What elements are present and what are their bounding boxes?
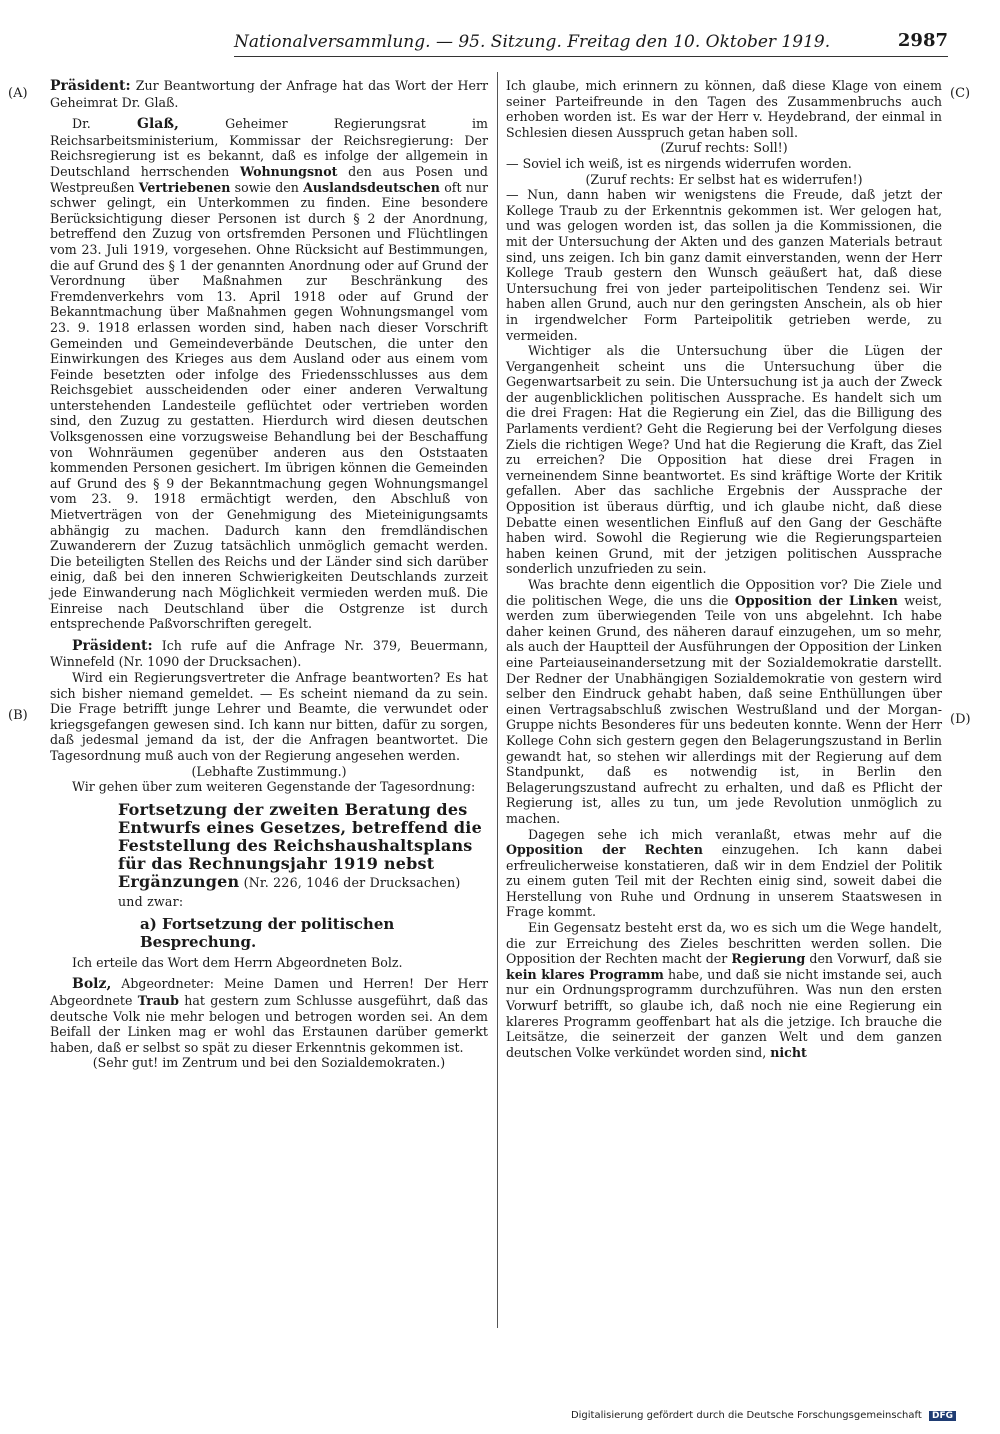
paragraph: Wichtiger als die Untersuchung über die Lügen der Vergangenheit scheint uns die Untersuchung über die Gegenwartsarbeit zu sein. Die Untersuchung ist ja auch der Zweck der augenblicklichen politischen Aussprache. Es handelt sich um die drei Fragen: Hat die Regierung ein Ziel, das die Billigung des Parlaments verdient? Geht die Regierung bei der Verfolgung dieses Ziels die richtigen Wege? Und hat die Regierung die Kraft, das Ziel zu erreichen? Die Opposition hat diese drei Fragen in verneinendem Sinne beantwortet. Es sind kräftige Worte der Kritik gefallen. Aber das sachliche Ergebnis der Aussprache der Opposition ist überaus dürftig, und ich glaube nicht, daß diese Debatte einen wesentlichen Einfluß auf den Gang der Geschäfte haben wird. Sowohl die Regierung wie die Regierungsparteien haben keinen Grund, mit der jetzigen politischen Aussprache sonderlich unzufrieden zu sein. [506, 343, 942, 577]
right-column [506, 78, 942, 1314]
page-header [234, 30, 948, 58]
speaker-name: Bolz, [72, 976, 112, 993]
speaker-name: Präsident: [50, 78, 131, 94]
paragraph: Was brachte denn eigentlich die Opposition vor? Die Ziele und die politischen Wege, die uns die Opposition der Linken weist, werden zum überwiegenden Teile von uns abgelehnt. Ich habe daher keinen Grund, des näheren darauf einzugehen, um so mehr, als auch der Hauptteil der Ausführungen der Opposition der Linken eine Parteiauseinandersetzung mit der Sozialdemokratie darstellt. Der Redner der Unabhängigen Sozialdemokratie von gestern wird selber den Eindruck gehabt haben, daß seine Enthüllungen über einen Vertragsabschluß zwischen Westrußland und der Morgan-Gruppe nichts Besonderes für uns bedeuten konnte. Wenn der Herr Kollege Cohn sich gestern gegen den Belagerungszustand in Berlin gewandt hat, so stehen wir allerdings mit der Regierung auf dem Standpunkt, daß es notwendig ist, in Berlin den Belagerungszustand aufrecht zu erhalten, und daß es Pflicht der Regierung ist, alles zu tun, um jede Revolution unmöglich zu machen. [506, 577, 942, 826]
speaker-name: Präsident: [72, 637, 153, 654]
margin-mark-a: (A) [8, 86, 28, 101]
margin-mark-b: (B) [8, 708, 28, 723]
margin-mark-d: (D) [950, 712, 971, 727]
interjection: (Zuruf rechts: Soll!) [660, 140, 788, 156]
header-title: Nationalversammlung. — 95. Sitzung. Freitag den 10. Oktober 1919. [234, 32, 831, 52]
paragraph: Präsident: Ich rufe auf die Anfrage Nr. 379, Beuermann, Winnefeld (Nr. 1090 der Drucksachen). [50, 637, 488, 670]
interjection: (Zuruf rechts: Er selbst hat es widerrufen!) [585, 171, 863, 187]
digitization-credit [571, 1410, 956, 1421]
interjection: (Sehr gut! im Zentrum und bei den Sozialdemokraten.) [92, 1055, 446, 1071]
column-divider [497, 72, 498, 1328]
paragraph: Wir gehen über zum weiteren Gegenstande der Tagesordnung: [72, 779, 476, 795]
paragraph: Ich glaube, mich erinnern zu können, daß diese Klage von einem seiner Parteifreunde in den Tagen des Zusammenbruchs auch erhoben worden ist. Es war der Herr v. Heydebrand, der einmal in Schlesien diesen Ausspruch getan haben soll. [506, 78, 942, 140]
paragraph: Wird ein Regierungsvertreter die Anfrage beantworten? Es hat sich bisher niemand gemeldet. — Es scheint niemand da zu sein. Die Frage betrifft junge Lehrer und Beamte, die verwundet oder kriegsgefangen gewesen sind. Ich kann nur bitten, dafür zu sorgen, daß jedesmal jemand da ist, der die Anfragen beantwortet. Die Tagesordnung muß auch von der Regierung angesehen werden. [50, 669, 488, 763]
interjection: (Lebhafte Zustimmung.) [191, 763, 347, 779]
paragraph: — Nun, dann haben wir wenigstens die Freude, daß jetzt der Kollege Traub zu der Erkenntnis gekommen ist. Wer gelogen hat, und was gelogen worden ist, das sollen ja die Kommissionen, die mit der Untersuchung der Akten und des ganzen Materials betraut sind, uns zeigen. Ich bin ganz damit einverstanden, wenn der Herr Kollege Traub gestern den Wunsch geäußert hat, daß diese Untersuchung frei von jeder parteipolitischen Tendenz sei. Wir haben allen Grund, auch nur den geringsten Anschein, als ob hier in irgendwelcher Form Parteipolitik getrieben werde, zu vermeiden. [506, 187, 942, 343]
agenda-heading: Fortsetzung der zweiten Beratung des Entwurfs eines Gesetzes, betreffend die Feststellung des Reichshaushaltsplans für das Rechnungsjahr 1919 nebst Ergänzungen (Nr. 226, 1046 der Drucksachen) und zwar: [118, 799, 482, 909]
credit-text: Digitalisierung gefördert durch die Deutsche Forschungsgemeinschaft [570, 1410, 922, 1421]
left-column [50, 78, 488, 1314]
page-number: 2987 [897, 30, 948, 51]
paragraph: Präsident: Zur Beantwortung der Anfrage hat das Wort der Herr Geheimrat Dr. Glaß. [50, 78, 488, 110]
paragraph: Dr. Glaß, Geheimer Regierungsrat im Reichsarbeitsministerium, Kommissar der Reichsregierung: Der Reichsregierung ist es bekannt, daß es infolge der allgemein in Deutschland herrschenden Wohnungsnot den aus Posen und Westpreußen Vertriebenen sowie den Auslandsdeutschen oft nur schwer gelingt, ein Unterkommen zu finden. Eine besondere Berücksichtigung dieser Personen ist durch § 2 der Anordnung, betreffend den Zuzug von ortsfremden Personen und Flüchtlingen vom 23. Juli 1919, vorgesehen. Ohne Rücksicht auf Bestimmungen, die auf Grund des § 1 der genannten Anordnung oder auf Grund der Verordnung über Maßnahmen zur Beschränkung des Fremdenverkehrs vom 13. April 1918 oder auf Grund der Bekanntmachung über Maßnahmen gegen Wohnungsmangel vom 23. 9. 1918 erlassen worden sind, haben nach dieser Vorschrift Gemeinden und Gemeindeverbände Deutschen, die unter den Einwirkungen des Krieges aus dem Ausland oder aus einem vom Feinde besetzten oder infolge des Friedensschlusses aus dem Reichsgebiet ausscheidenden oder einer anderen Verwaltung unterstehenden Landesteile geflüchtet oder vertrieben worden sind, den Zuzug zu gestatten. Hierdurch wird diesen deutschen Volksgenossen eine vorzugsweise Behandlung bei der Beschaffung von Wohnräumen gegenüber anderen aus den Oststaaten kommenden Personen gesichert. Im übrigen können die Gemeinden auf Grund des § 9 der Bekanntmachung gegen Wohnungsmangel vom 23. 9. 1918 ermächtigt werden, den Abschluß von Mietverträgen von der Genehmigung des Mieteinigungsamts abhängig zu machen. Dadurch kann den fremdländischen Zuwanderern der Zuzug tatsächlich unmöglich gemacht werden. Die beteiligten Stellen des Reichs und der Länder sind sich darüber einig, daß bei den inneren Schwierigkeiten Deutschlands zurzeit jede Einwanderung nach Möglichkeit vermieden werden muß. Die Einreise nach Deutschland über die Ostgrenze ist durch entsprechende Paßvorschriften geregelt. [50, 116, 488, 632]
agenda-subheading: a) Fortsetzung der politischen Besprechung. [140, 914, 395, 951]
paragraph: Ich erteile das Wort dem Herrn Abgeordneten Bolz. [72, 954, 403, 970]
header-rule [234, 56, 948, 57]
dfg-logo-icon: DFG [929, 1411, 956, 1421]
speaker-name: Glaß, [137, 116, 179, 133]
paragraph: Bolz, Abgeordneter: Meine Damen und Herren! Der Herr Abgeordnete Traub hat gestern zum Schlusse ausgeführt, daß das deutsche Volk nie mehr belogen und betrogen worden sei. An dem Beifall der Linken mag er wohl das Erstaunen darüber gemerkt haben, daß er selbst so spät zu dieser Erkenntnis gekommen ist. [50, 976, 489, 1055]
paragraph: Ein Gegensatz besteht erst da, wo es sich um die Wege handelt, die zur Erreichung des Zieles beschritten werden sollen. Die Opposition der Rechten macht der Regierung den Vorwurf, daß sie kein klares Programm habe, und daß sie nicht imstande sei, auch nur ein Ordnungsprogramm durchzuführen. Was nun den ersten Vorwurf betrifft, so glaube ich, daß noch nie eine Regierung ein klareres Programm geoffenbart hat als die jetzige. Ich brauche die Leitsätze, die seinerzeit der ganzen Welt und dem ganzen deutschen Volke verkündet worden sind, nicht [506, 920, 942, 1060]
paragraph: Dagegen sehe ich mich veranlaßt, etwas mehr auf die Opposition der Rechten einzugehen. Ich kann dabei erfreulicherweise konstatieren, daß wir in dem Endziel der Politik zu einem guten Teil mit der Rechten einig sind, soweit dabei die Herstellung von Ruhe und Ordnung in unserem Staatswesen in Frage kommt. [506, 826, 942, 920]
paragraph: — Soviel ich weiß, ist es nirgends widerrufen worden. [506, 155, 852, 171]
margin-mark-c: (C) [950, 86, 971, 101]
